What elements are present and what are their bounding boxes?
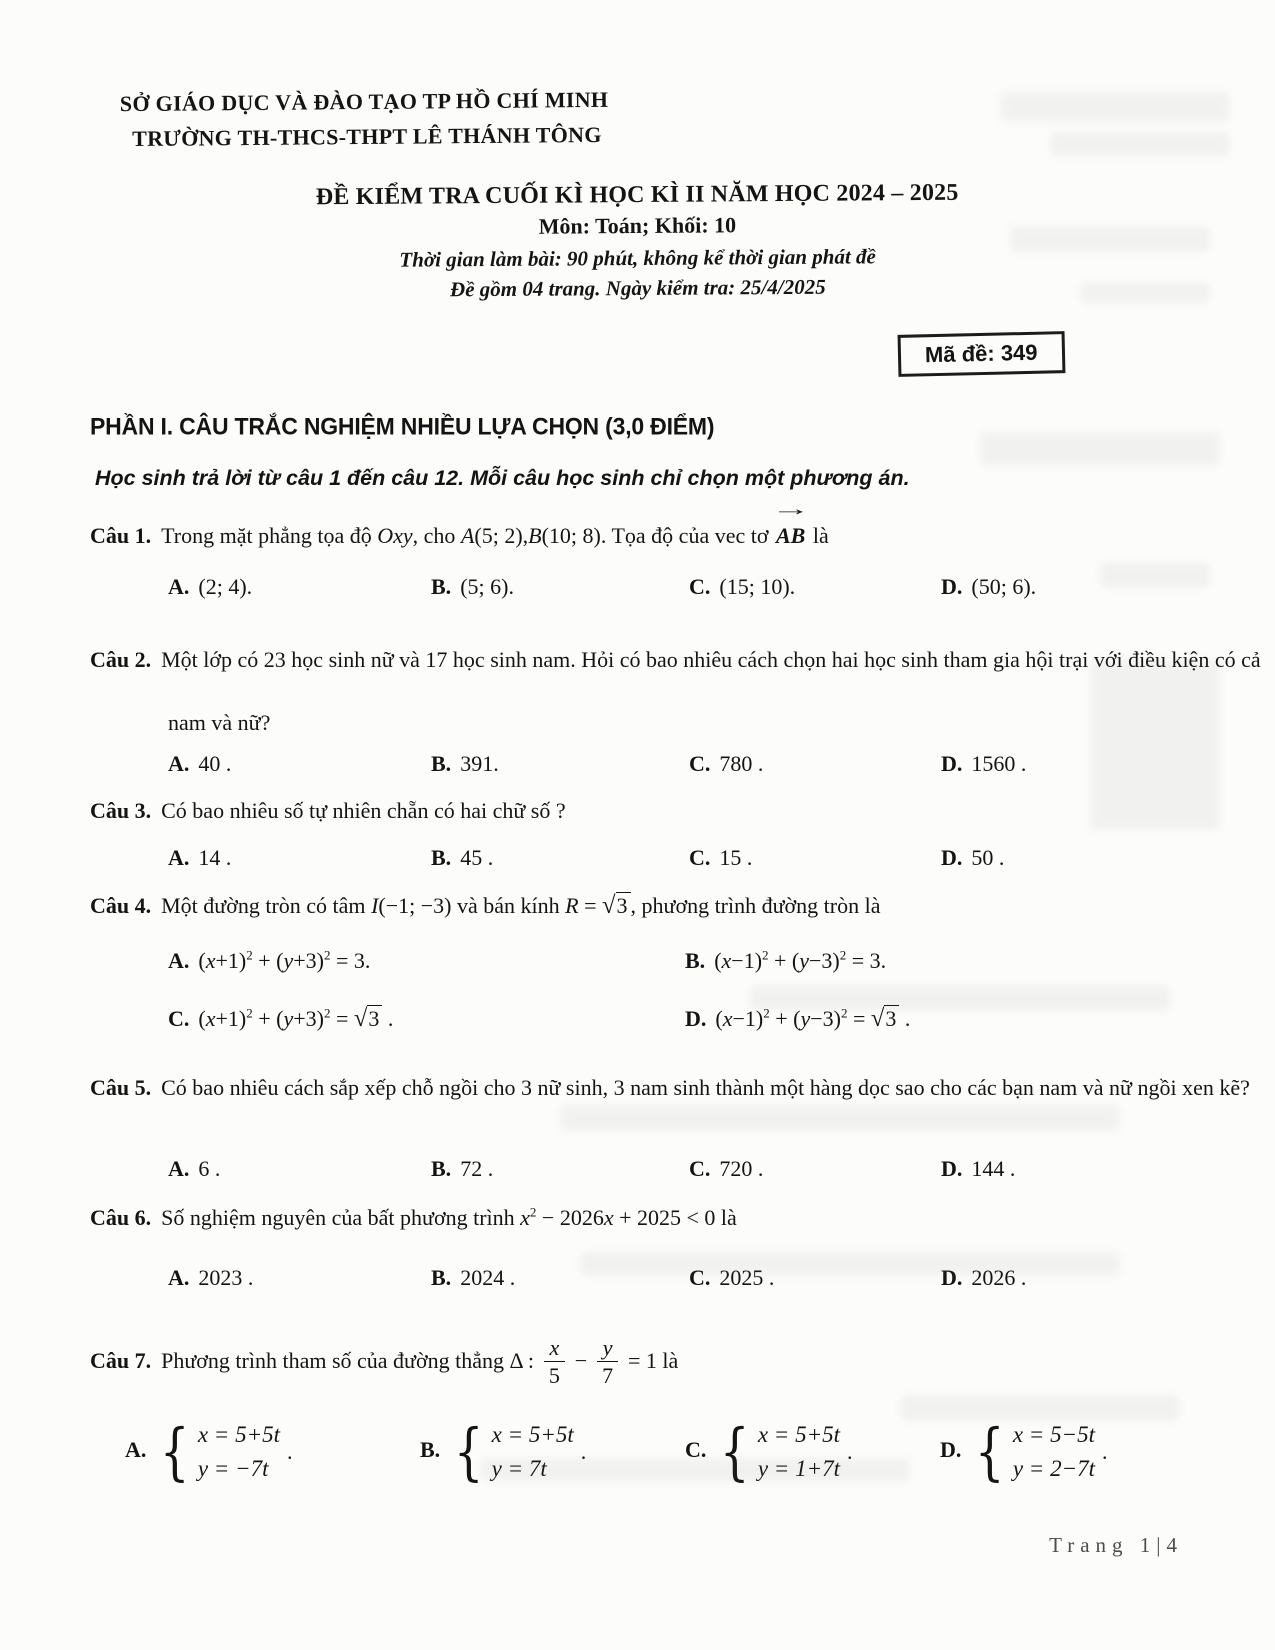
- question-5-options: [168, 1152, 1015, 1186]
- question-label: Câu 4.: [90, 893, 152, 918]
- question-2: Câu 2. Một lớp có 23 học sinh nữ và 17 học sinh nam. Hỏi có bao nhiêu cách chọn hai học sinh tham gia hội trại với điều kiện có cả nam và nữ?: [90, 647, 1261, 735]
- option-label: C.: [689, 751, 711, 776]
- question-6: Câu 6. Số nghiệm nguyên của bất phương trình $x^2 - 2026x + 2025 < 0$ là: [90, 1204, 737, 1230]
- option-label: D.: [941, 845, 963, 870]
- option-label: C.: [689, 845, 711, 870]
- question-3: Câu 3. Có bao nhiêu số tự nhiên chẵn có hai chữ số ?: [90, 798, 566, 823]
- subject-line: Môn: Toán; Khối: 10: [538, 212, 737, 239]
- question-3-option-C: C. 15 .: [689, 845, 753, 870]
- math-system: { x = 5+5t y = 1+7t .: [720, 1415, 853, 1488]
- scan-artifact: [1100, 562, 1210, 588]
- question-4-option-C: C. $(x+1)^2 + (y+3)^2 = √3$ .: [168, 1005, 394, 1032]
- option-label: D.: [941, 574, 963, 599]
- school-name: TRƯỜNG TH-THCS-THPT LÊ THÁNH TÔNG: [132, 121, 602, 152]
- math-system: { x = 5+5t y = −7t .: [160, 1415, 293, 1488]
- question-6-option-D: D. 2026 .: [941, 1265, 1027, 1290]
- option-label: B.: [431, 1265, 452, 1290]
- question-1-option-D: D. (50; 6).: [941, 574, 1037, 599]
- option-label: A.: [168, 948, 190, 973]
- option-label: C.: [689, 1265, 711, 1290]
- question-4: Câu 4. Một đường tròn có tâm I(−1; −3) và bán kính R = √3 , phương trình đường tròn là: [90, 892, 881, 919]
- question-2-option-D: D. 1560 .: [941, 751, 1027, 776]
- question-5-option-C: C. 720 .: [689, 1156, 764, 1181]
- option-label: C.: [685, 1437, 707, 1463]
- math-sqrt: √3: [871, 1006, 900, 1031]
- question-label: Câu 3.: [90, 798, 152, 823]
- scan-artifact: [1000, 92, 1230, 122]
- question-1-option-A: A. (2; 4).: [168, 574, 253, 599]
- option-label: A.: [168, 845, 190, 870]
- exam-title: ĐỀ KIỂM TRA CUỐI KÌ HỌC KÌ II NĂM HỌC 2024 – 2025: [315, 179, 959, 211]
- scan-artifact: [1090, 660, 1220, 830]
- option-label: A.: [168, 1156, 190, 1181]
- math-system: { x = 5+5t y = 7t .: [454, 1415, 587, 1488]
- option-label: C.: [168, 1006, 190, 1031]
- question-4-option-B: B. $(x-1)^2 + (y-3)^2 = 3$.: [685, 947, 887, 973]
- option-label: C.: [689, 574, 711, 599]
- math-sqrt: √3: [354, 1006, 383, 1031]
- section1-title: PHẦN I. CÂU TRẮC NGHIỆM NHIỀU LỰA CHỌN (3,0 ĐIỂM): [90, 412, 715, 440]
- math-vector: → AB: [776, 518, 805, 554]
- duration-line: Thời gian làm bài: 90 phút, không kể thời gian phát đề: [399, 244, 876, 272]
- question-3-options: [168, 841, 1004, 875]
- option-label: B.: [420, 1437, 441, 1463]
- question-4-option-A: A. $(x+1)^2 + (y+3)^2 = 3$.: [168, 947, 371, 973]
- question-2-options: [168, 747, 1026, 781]
- scan-artifact: [1050, 132, 1230, 156]
- option-label: D.: [940, 1437, 962, 1463]
- question-2-option-C: C. 780 .: [689, 751, 764, 776]
- math-sqrt: √3: [602, 893, 631, 918]
- option-label: D.: [685, 1006, 707, 1031]
- question-1-options: [168, 570, 1036, 604]
- question-5-option-A: A. 6 .: [168, 1156, 221, 1181]
- option-label: A.: [168, 574, 190, 599]
- scan-artifact: [1080, 282, 1210, 304]
- section1-note: Học sinh trả lời từ câu 1 đến câu 12. Mỗi câu học sinh chỉ chọn một phương án.: [95, 466, 910, 490]
- option-label: D.: [941, 751, 963, 776]
- page-number: Trang 1|4: [1049, 1533, 1183, 1557]
- question-1: Câu 1. Trong mặt phẳng tọa độ Oxy, cho A(5; 2),B(10; 8). Tọa độ của vec tơ → AB là: [90, 518, 1268, 554]
- question-6-option-C: C. 2025 .: [689, 1265, 775, 1290]
- question-1-option-C: C. (15; 10).: [689, 574, 796, 599]
- question-7-option-A: [125, 1415, 420, 1488]
- option-label: B.: [431, 845, 452, 870]
- option-label: B.: [431, 1156, 452, 1181]
- question-5: Câu 5. Có bao nhiêu cách sắp xếp chỗ ngồi cho 3 nữ sinh, 3 nam sinh thành một hàng dọc sao cho các bạn nam và nữ ngồi xen kẽ?: [90, 1075, 1250, 1100]
- scan-artifact: [980, 432, 1220, 466]
- question-label: Câu 7.: [90, 1348, 152, 1373]
- scan-artifact: [480, 1458, 910, 1482]
- vector-arrow-icon: →: [770, 499, 811, 520]
- question-1-option-B: B. (5; 6).: [431, 574, 514, 599]
- option-label: A.: [168, 1265, 190, 1290]
- option-label: C.: [689, 1156, 711, 1181]
- exam-code-box: [898, 331, 1065, 377]
- scan-artifact: [1010, 226, 1210, 252]
- option-label: B.: [685, 948, 706, 973]
- option-label: B.: [431, 574, 452, 599]
- question-7-option-D: [940, 1415, 1108, 1488]
- option-label: D.: [941, 1156, 963, 1181]
- scan-artifact: [580, 1252, 1120, 1276]
- question-3-option-A: A. 14 .: [168, 845, 232, 870]
- option-label: A.: [168, 751, 190, 776]
- option-label: B.: [431, 751, 452, 776]
- question-label: Câu 5.: [90, 1075, 152, 1100]
- question-5-option-D: D. 144 .: [941, 1156, 1016, 1181]
- math-system: { x = 5−5t y = 2−7t .: [975, 1415, 1108, 1488]
- scan-artifact: [560, 1105, 1120, 1131]
- scan-artifact: [750, 985, 1170, 1011]
- question-4-option-D: D. $(x-1)^2 + (y-3)^2 = √3$ .: [685, 1005, 911, 1032]
- question-3-option-B: B. 45 .: [431, 845, 494, 870]
- option-label: A.: [125, 1437, 147, 1463]
- question-label: Câu 2.: [90, 647, 152, 672]
- option-label: D.: [941, 1265, 963, 1290]
- question-6-option-A: A. 2023 .: [168, 1265, 254, 1290]
- question-3-option-D: D. 50 .: [941, 845, 1005, 870]
- question-7: Câu 7. Phương trình tham số của đường thẳng Δ : $\frac{x}{5}$ − $\frac{y}{7}$ = 1 là: [90, 1335, 679, 1388]
- question-label: Câu 6.: [90, 1205, 152, 1230]
- question-6-option-B: B. 2024 .: [431, 1265, 516, 1290]
- question-2-option-B: B. 391.: [431, 751, 499, 776]
- header-school-block: [120, 82, 609, 156]
- math-fraction: $\frac{y}{7}$: [597, 1335, 619, 1388]
- department-name: SỞ GIÁO DỤC VÀ ĐÀO TẠO TP HỒ CHÍ MINH: [119, 86, 609, 117]
- pages-line: Đề gồm 04 trang. Ngày kiểm tra: 25/4/2025: [449, 274, 826, 302]
- question-label: Câu 1.: [90, 523, 152, 548]
- scan-artifact: [900, 1395, 1180, 1421]
- math-fraction: $\frac{x}{5}$: [544, 1335, 566, 1388]
- question-2-option-A: A. 40 .: [168, 751, 232, 776]
- question-5-option-B: B. 72 .: [431, 1156, 494, 1181]
- exam-code-label: Mã đề: 349: [924, 339, 1038, 368]
